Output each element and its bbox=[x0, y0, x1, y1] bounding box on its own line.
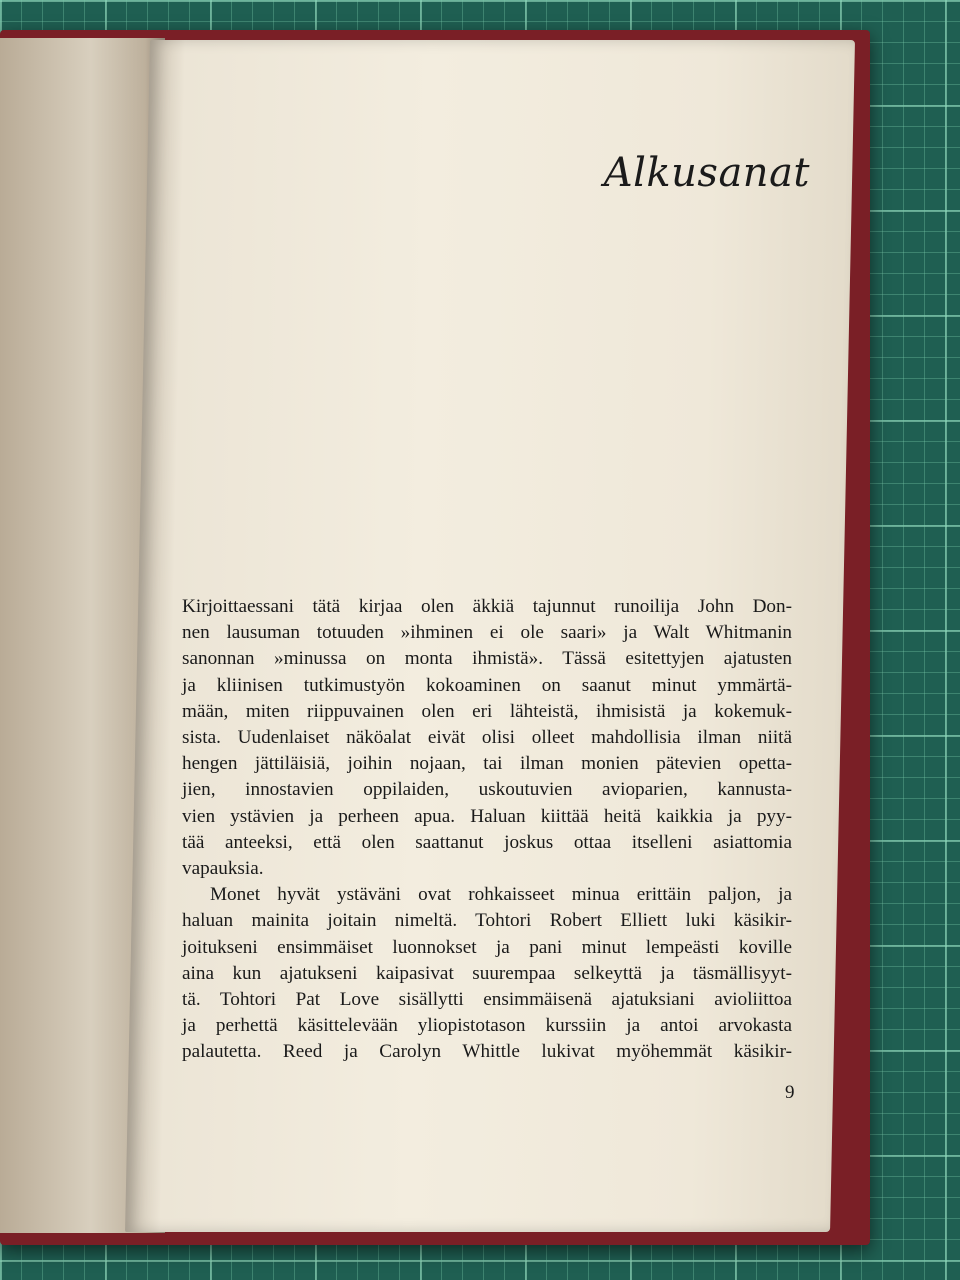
text-line: palautetta. Reed ja Carolyn Whittle lukivat myöhemmät käsikir- bbox=[182, 1041, 792, 1063]
text-line: vapauksia. bbox=[182, 858, 264, 880]
text-line: joitukseni ensimmäiset luonnokset ja pani minut lempeästi koville bbox=[182, 936, 792, 958]
text-line: jien, innostavien oppilaiden, uskoutuvien avioparien, kannusta- bbox=[182, 779, 792, 801]
chapter-title: Alkusanat bbox=[603, 150, 810, 196]
paragraph-2 bbox=[182, 882, 792, 1065]
text-line: aina kun ajatukseni kaipasivat suurempaa selkeyttä ja täsmällisyyt- bbox=[182, 962, 792, 984]
text-line: sanonnan »minussa on monta ihmistä». Tässä esitettyjen ajatusten bbox=[182, 648, 792, 670]
text-line: tä. Tohtori Pat Love sisällytti ensimmäisenä ajatuksiani avioliittoa bbox=[182, 989, 792, 1011]
text-line: sista. Uudenlaiset näköalat eivät olisi olleet mahdollisia ilman niitä bbox=[182, 727, 792, 749]
text-line: tää anteeksi, että olen saattanut joskus ottaa itselleni asiattomia bbox=[182, 831, 792, 853]
text-line: ja perhettä käsittelevään yliopistotason kurssiin ja antoi arvokasta bbox=[182, 1015, 792, 1037]
body-text bbox=[182, 594, 792, 1066]
text-line: ja kliinisen tutkimustyön kokoaminen on saanut minut ymmärtä- bbox=[182, 674, 792, 696]
text-line: nen lausuman totuuden »ihminen ei ole saari» ja Walt Whitmanin bbox=[182, 622, 792, 644]
text-line: hengen jättiläisiä, joihin nojaan, tai ilman monien pätevien opetta- bbox=[182, 753, 792, 775]
text-line: Monet hyvät ystäväni ovat rohkaisseet minua erittäin paljon, ja bbox=[210, 884, 792, 906]
text-line: vien ystävien ja perheen apua. Haluan kiittää heitä kaikkia ja pyy- bbox=[182, 805, 792, 827]
paragraph-1 bbox=[182, 594, 792, 882]
text-line: haluan mainita joitain nimeltä. Tohtori Robert Elliett luki käsikir- bbox=[182, 910, 792, 932]
text-line: Kirjoittaessani tätä kirjaa olen äkkiä tajunnut runoilija John Don- bbox=[182, 596, 792, 617]
text-line: mään, miten riippuvainen olen eri lähteistä, ihmisistä ja kokemuk- bbox=[182, 700, 792, 722]
page-number: 9 bbox=[785, 1082, 795, 1103]
